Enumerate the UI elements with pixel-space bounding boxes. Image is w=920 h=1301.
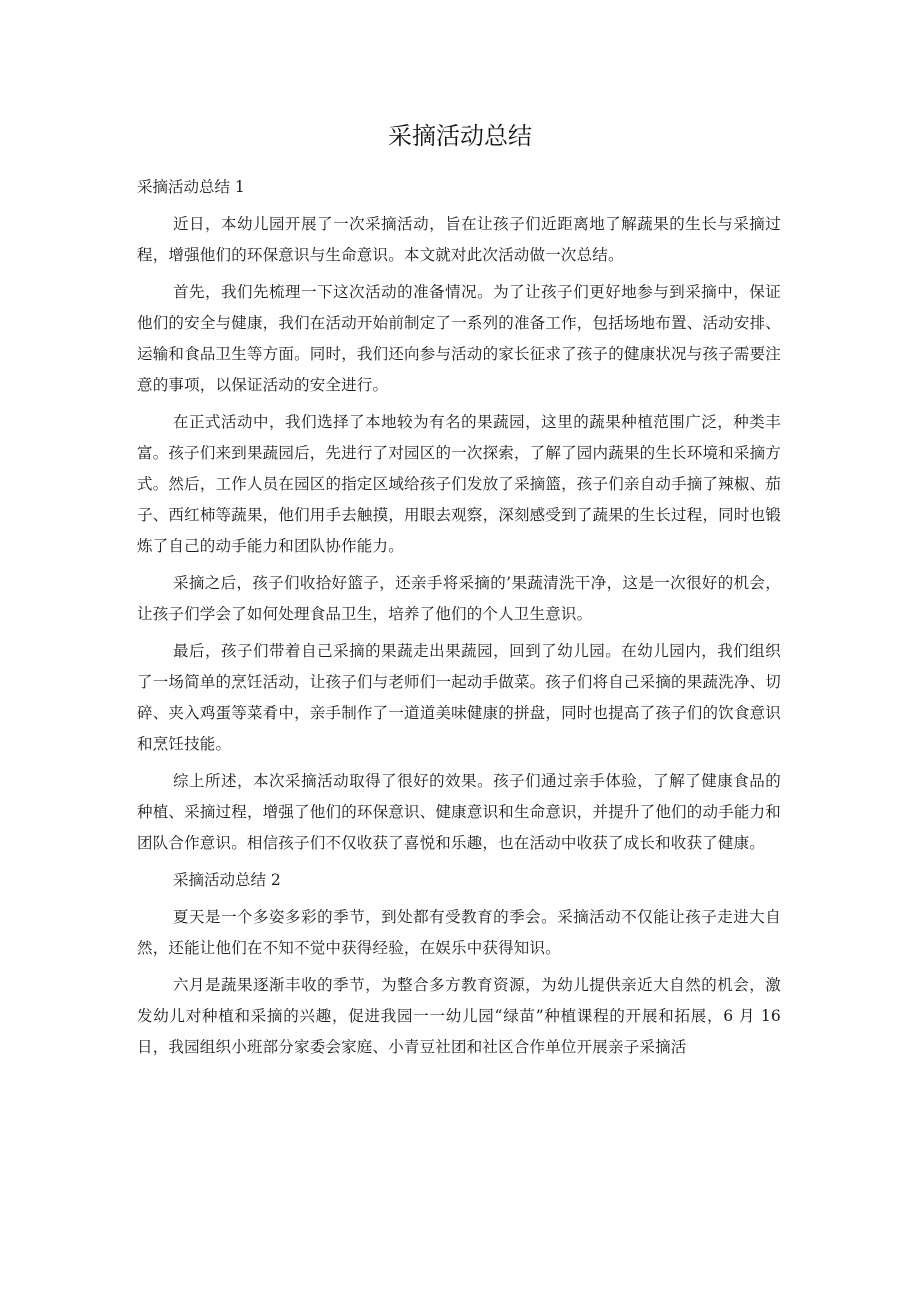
paragraph: 六月是蔬果逐渐丰收的季节，为整合多方教育资源，为幼儿提供亲近大自然的机会，激发幼儿对种植和采摘的兴趣，促进我园一一幼儿园“绿苗”种植课程的开展和拓展，6 月 16 日，我园组织小班部分家委会家庭、小青豆社团和社区合作单位开展亲子采摘活 <box>137 976 781 1056</box>
paragraph: 夏天是一个多姿多彩的季节，到处都有受教育的季会。采摘活动不仅能让孩子走进大自然，还能让他们在不知不觉中获得经验，在娱乐中获得知识。 <box>137 908 781 957</box>
document-title: 采摘活动总结 <box>388 122 532 150</box>
paragraph: 近日，本幼儿园开展了一次采摘活动，旨在让孩子们近距离地了解蔬果的生长与采摘过程，增强他们的环保意识与生命意识。本文就对此次活动做一次总结。 <box>137 215 781 264</box>
section-heading-2: 采摘活动总结 2 <box>173 871 281 889</box>
paragraph: 采摘之后，孩子们收拾好篮子，还亲手将采摘的’果蔬清洗干净，这是一次很好的机会，让孩子们学会了如何处理食品卫生，培养了他们的个人卫生意识。 <box>137 574 781 623</box>
paragraph: 在正式活动中，我们选择了本地较为有名的果蔬园，这里的蔬果种植范围广泛，种类丰富。孩子们来到果蔬园后，先进行了对园区的一次探索，了解了园内蔬果的生长环境和采摘方式。然后，工作人员在园区的指定区域给孩子们发放了采摘篮，孩子们亲自动手摘了辣椒、茄子、西红柿等蔬果，他们用手去触摸，用眼去观察，深刻感受到了蔬果的生长过程，同时也锻炼了自己的动手能力和团队协作能力。 <box>137 413 781 555</box>
section-heading-1: 采摘活动总结 1 <box>137 178 245 196</box>
document-body <box>137 172 781 1063</box>
paragraph: 首先，我们先梳理一下这次活动的准备情况。为了让孩子们更好地参与到采摘中，保证他们的安全与健康，我们在活动开始前制定了一系列的准备工作，包括场地布置、活动安排、运输和食品卫生等方面。同时，我们还向参与活动的家长征求了孩子的健康状况与孩子需要注意的事项，以保证活动的安全进行。 <box>137 283 781 394</box>
paragraph: 综上所述，本次采摘活动取得了很好的效果。孩子们通过亲手体验，了解了健康食品的种植、采摘过程，增强了他们的环保意识、健康意识和生命意识，并提升了他们的动手能力和团队合作意识。相信孩子们不仅收获了喜悦和乐趣，也在活动中收获了成长和收获了健康。 <box>137 772 781 852</box>
paragraph: 最后，孩子们带着自己采摘的果蔬走出果蔬园，回到了幼儿园。在幼儿园内，我们组织了一场简单的烹饪活动，让孩子们与老师们一起动手做菜。孩子们将自己采摘的果蔬洗净、切碎、夹入鸡蛋等菜肴中，亲手制作了一道道美味健康的拼盘，同时也提高了孩子们的饮食意识和烹饪技能。 <box>137 642 781 753</box>
